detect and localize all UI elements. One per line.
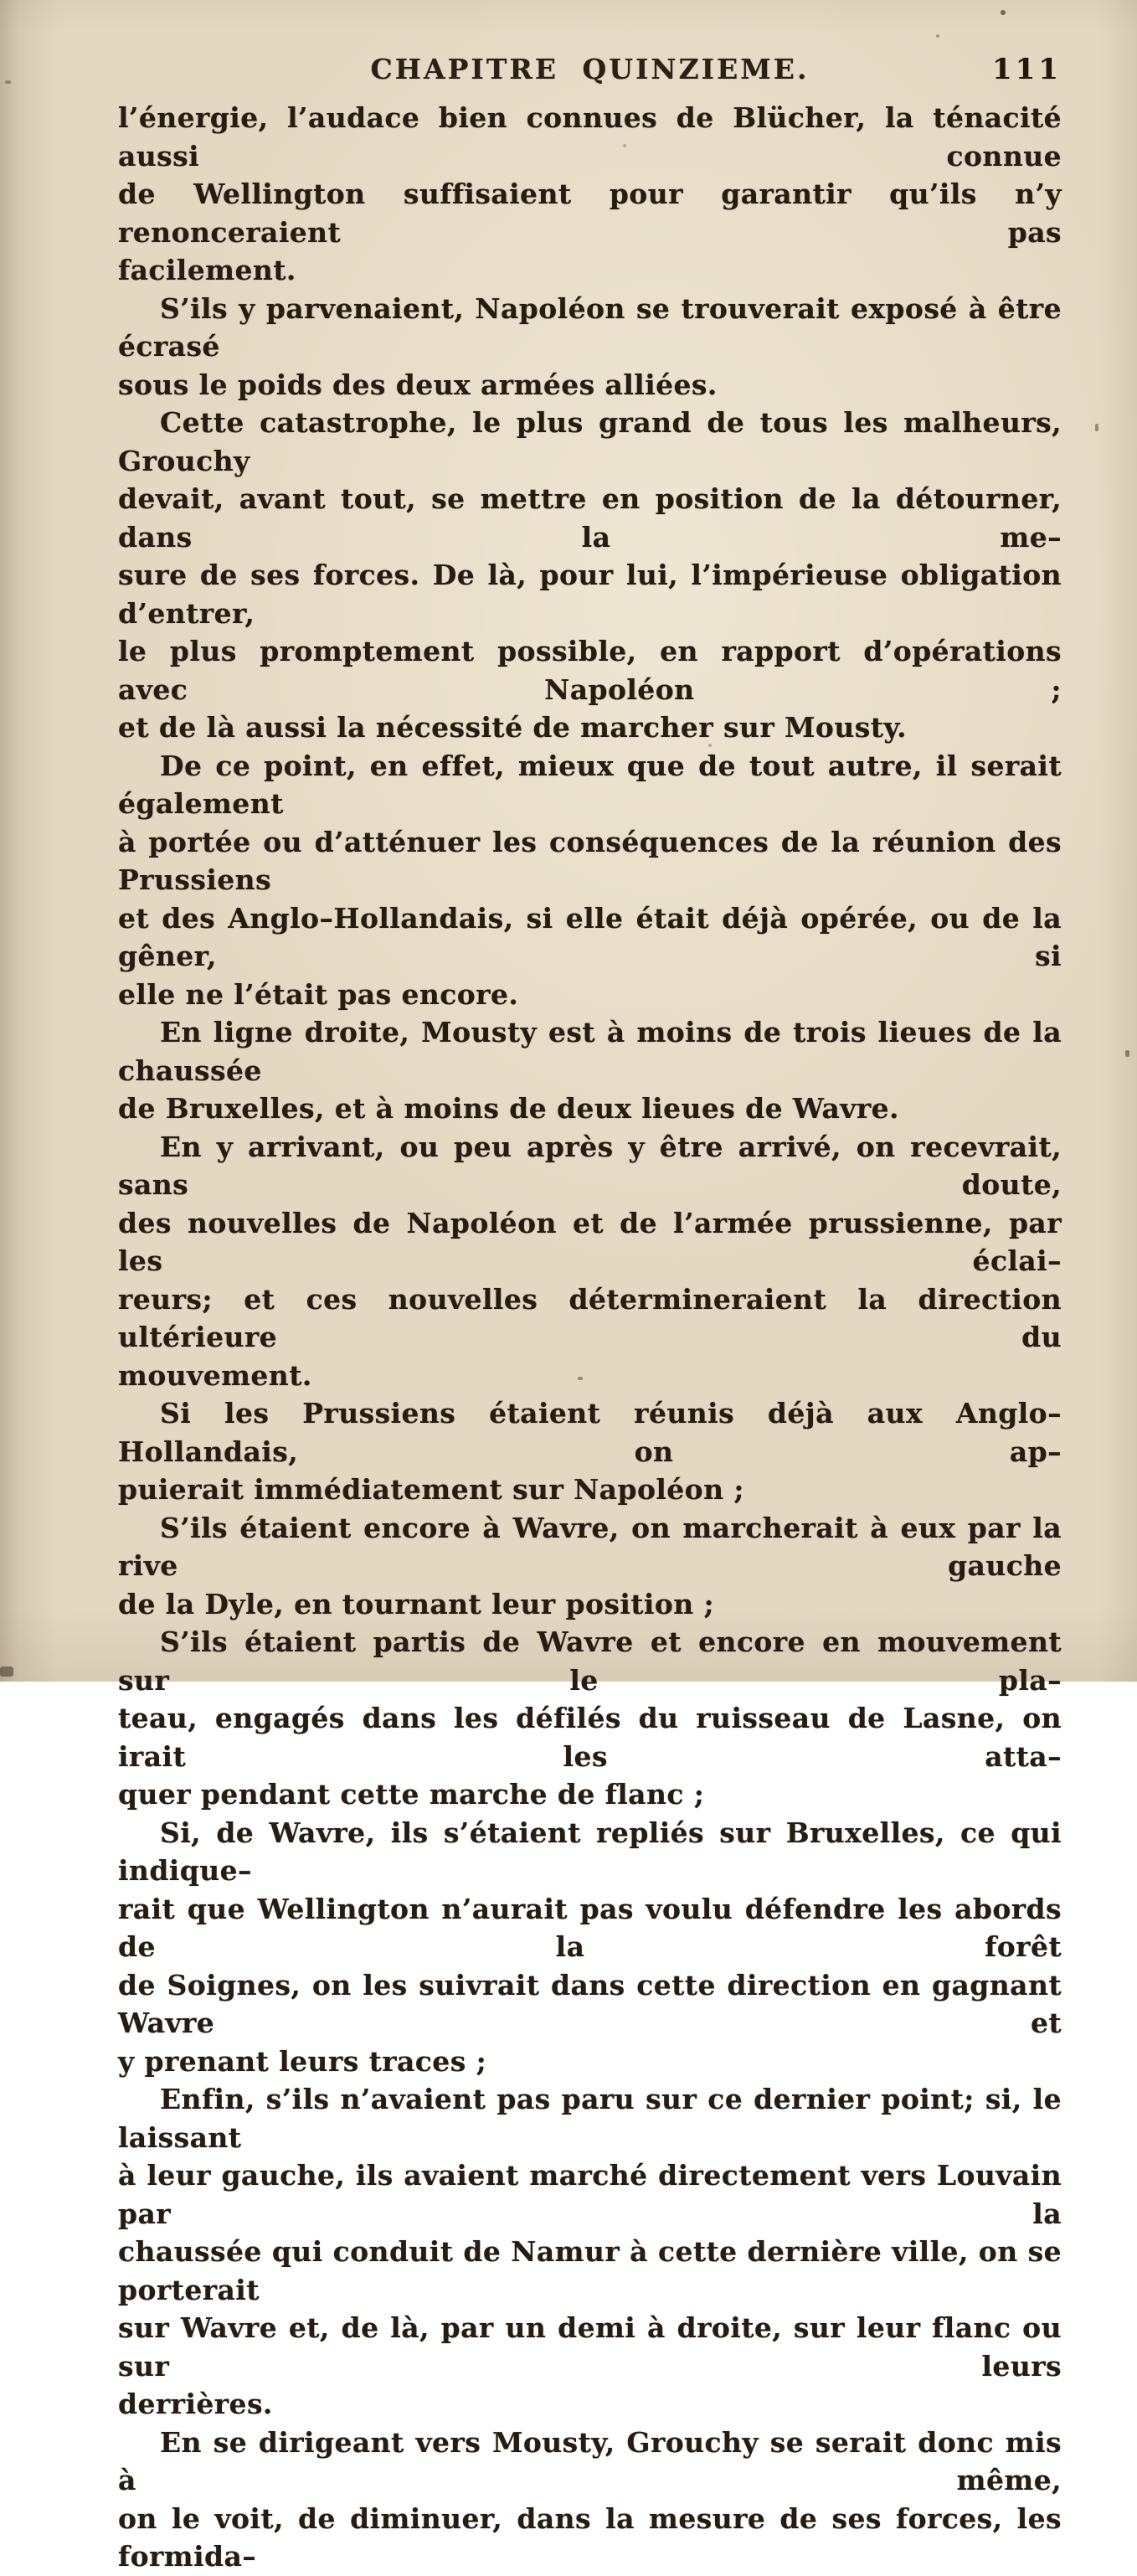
text-line: sous le poids des deux armées alliées.	[118, 368, 718, 401]
text-line: S’ils étaient partis de Wavre et encore en mouvement sur le pla–	[118, 1625, 1062, 1697]
text-line: En y arrivant, ou peu après y être arrivé, on recevrait, sans doute,	[118, 1130, 1062, 1201]
text-line: devait, avant tout, se mettre en position de la détourner, dans la me–	[118, 482, 1062, 554]
running-header	[118, 53, 1062, 86]
text-line: et de là aussi la nécessité de marcher sur Mousty.	[118, 711, 908, 744]
text-line: reurs; et ces nouvelles détermineraient la direction ultérieure du	[118, 1282, 1062, 1353]
text-line: de Soignes, on les suivrait dans cette direction en gagnant Wavre et	[118, 1968, 1062, 2039]
paragraph	[118, 1509, 1062, 1624]
text-line: à portée ou d’atténuer les conséquences de la réunion des Prussiens	[118, 825, 1062, 896]
text-line: des nouvelles de Napoléon et de l’armée prussienne, par les éclai–	[118, 1206, 1062, 1277]
paragraph	[118, 1394, 1062, 1509]
paper-speck	[1095, 424, 1098, 431]
text-line: à leur gauche, ils avaient marché directement vers Louvain par la	[118, 2159, 1062, 2230]
text-line: de Bruxelles, et à moins de deux lieues de Wavre.	[118, 1092, 899, 1125]
text-line: y prenant leurs traces ;	[118, 2044, 487, 2078]
page-number: 111	[992, 53, 1062, 86]
paper-speck	[708, 744, 712, 747]
text-line: mouvement.	[118, 1358, 312, 1392]
paragraph	[118, 1013, 1062, 1128]
paragraph	[118, 2080, 1062, 2424]
paragraph	[118, 747, 1062, 1014]
text-line: elle ne l’était pas encore.	[118, 977, 519, 1011]
text-line: Enfin, s’ils n’avaient pas paru sur ce dernier point; si, le laissant	[118, 2083, 1062, 2154]
text-line: quer pendant cette marche de flanc ;	[118, 1778, 705, 1811]
paragraph	[118, 1814, 1062, 2081]
paper-speck	[578, 1377, 583, 1380]
chapter-title: CHAPITRE QUINZIEME.	[370, 53, 810, 85]
text-line: rait que Wellington n’aurait pas voulu défendre les abords de la forêt	[118, 1892, 1062, 1963]
text-line: chaussée qui conduit de Namur à cette dernière ville, on se porterait	[118, 2235, 1062, 2306]
paragraph	[118, 99, 1062, 290]
paragraph	[118, 1128, 1062, 1395]
text-line: Cette catastrophe, le plus grand de tous les malheurs, Grouchy	[118, 406, 1062, 477]
paper-speck	[623, 144, 626, 147]
paragraph	[118, 290, 1062, 404]
text-line: Si, de Wavre, ils s’étaient repliés sur Bruxelles, ce qui indique–	[118, 1816, 1062, 1887]
text-line: puierait immédiatement sur Napoléon ;	[118, 1473, 744, 1506]
paragraph	[118, 2424, 1062, 2576]
paper-speck	[5, 80, 11, 84]
paper-speck	[936, 34, 939, 38]
text-line: derrières.	[118, 2388, 273, 2420]
paper-speck	[1125, 1050, 1129, 1057]
text-line: l’énergie, l’audace bien connues de Blücher, la ténacité aussi connue	[118, 101, 1062, 173]
page-body	[118, 99, 1062, 2576]
text-line: sur Wavre et, de là, par un demi à droite, sur leur flanc ou sur leurs	[118, 2311, 1062, 2383]
paragraph	[118, 1623, 1062, 1814]
text-line: on le voit, de diminuer, dans la mesure de ses forces, les formida–	[118, 2501, 1062, 2573]
text-line: En ligne droite, Mousty est à moins de trois lieues de la chaussée	[118, 1016, 1062, 1087]
paragraph	[118, 404, 1062, 747]
text-line: sure de ses forces. De là, pour lui, l’impérieuse obligation d’entrer,	[118, 559, 1062, 630]
text-line: S’ils étaient encore à Wavre, on marcherait à eux par la rive gauche	[118, 1511, 1062, 1582]
text-line: En se dirigeant vers Mousty, Grouchy se serait donc mis à même,	[118, 2425, 1062, 2496]
paper-speck	[0, 1667, 13, 1677]
text-line: teau, engagés dans les défilés du ruisseau de Lasne, on irait les atta–	[118, 1702, 1062, 1773]
text-line: de Wellington suffisaient pour garantir qu’ils n’y renonceraient pas	[118, 178, 1062, 249]
text-line: et des Anglo–Hollandais, si elle était déjà opérée, ou de la gêner, si	[118, 901, 1062, 972]
text-line: De ce point, en effet, mieux que de tout autre, il serait également	[118, 749, 1062, 820]
paper-speck	[1001, 10, 1006, 15]
text-line: Si les Prussiens étaient réunis déjà aux Anglo–Hollandais, on ap–	[118, 1397, 1062, 1468]
text-line: le plus promptement possible, en rapport d’opérations avec Napoléon ;	[118, 635, 1062, 706]
text-line: S’ils y parvenaient, Napoléon se trouverait exposé à être écrasé	[118, 291, 1062, 363]
text-line: de la Dyle, en tournant leur position ;	[118, 1587, 715, 1620]
text-line: facilement.	[118, 254, 296, 286]
